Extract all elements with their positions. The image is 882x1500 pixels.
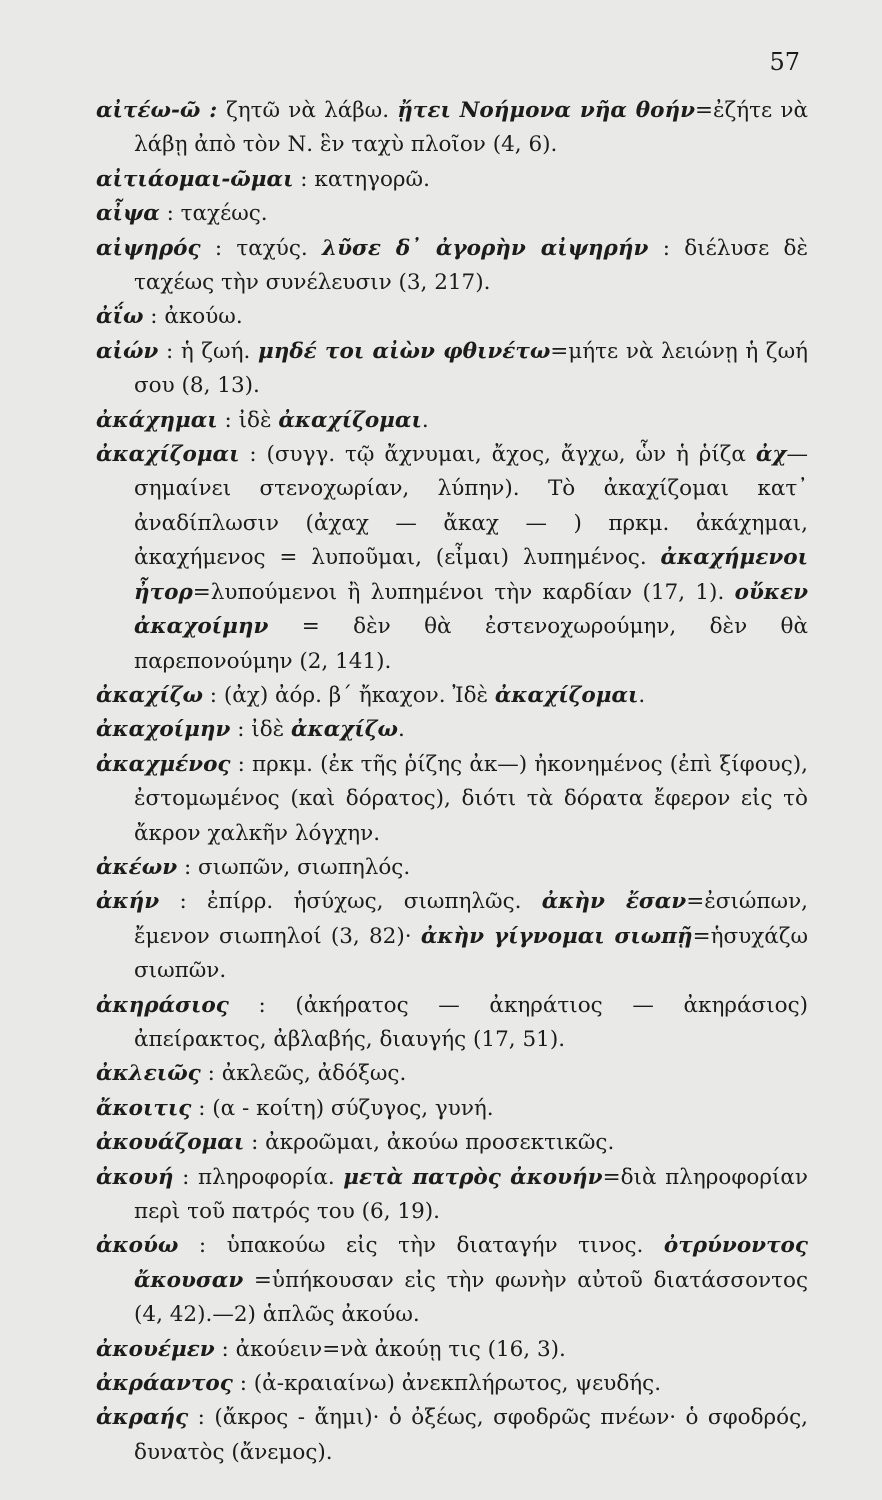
quotation: ἀχ [755, 442, 787, 468]
headword: ἀκουή [96, 1164, 174, 1190]
dictionary-entry [96, 197, 808, 231]
quotation: οὔκεν ἀκαχοίμην [134, 579, 808, 640]
quotation: ἀκὴν γίγνομαι σιωπῇ [420, 923, 693, 949]
definition-text: . [398, 717, 405, 743]
dictionary-entry [96, 679, 808, 713]
definition-text: : (ἀκήρατος — ἀκηράτιος — ἀκηράσιος) ἀπείρακτος, ἀβλαβής, διαυγής (17, 51). [134, 992, 808, 1052]
definition-text: : (ἀχ) ἀόρ. β´ ἤκαχον. Ἰδὲ [202, 682, 495, 708]
definition-text: : ἡ ζωή. [158, 338, 258, 364]
definition-text: =λυπούμενοι ἢ λυπημένοι τὴν καρδίαν (17, 1). [192, 579, 735, 605]
dictionary-entry [96, 1057, 808, 1091]
definition-text: : (α - κοίτη) σύζυγος, γυνή. [191, 1095, 494, 1121]
headword: ἀκαχμένος [96, 751, 231, 777]
definition-text: : ἀκλεῶς, ἀδόξως. [200, 1061, 407, 1087]
headword: ἀκουέμεν [96, 1336, 215, 1362]
definition-text: =ἐσιώπων, ἔμενον σιωπηλοί (3, 82)· [134, 889, 808, 949]
quotation: λῦσε δ᾽ ἀγορὴν αἰψηρήν [322, 235, 649, 261]
dictionary-entry [96, 1126, 808, 1160]
headword: αἰψηρός [96, 235, 201, 261]
dictionary-entry [96, 300, 808, 334]
definition-text: : ἀκροῶμαι, ἀκούω προσεκτικῶς. [244, 1130, 615, 1156]
dictionary-entry [96, 1367, 808, 1401]
quotation: ᾔτει Νοήμονα νῆα θοήν [397, 98, 696, 123]
definition-text: — σημαίνει στενοχωρίαν, λύπην). Τὸ ἀκαχίζομαι κατ᾽ ἀναδίπλωσιν (ἀχαχ — ἄκαχ — ) πρκμ. ἀκάχημαι, ἀκαχήμενος = λυποῦμαι, (εἶμαι) λυπημένος. [134, 442, 808, 571]
headword: ἀκήν [96, 889, 160, 915]
headword: ἀκράαντος [96, 1371, 233, 1397]
definition-text: : πρκμ. (ἐκ τῆς ῥίζης ἀκ—) ἠκονημένος (ἐπὶ ξίφους), ἐστομωμένος (καὶ δόρατος), διότι τὰ δόρατα ἔφερον εἰς τὸ ἄκρον χαλκῆν λόγχην. [134, 751, 808, 846]
headword: ἀκηράσιος [96, 992, 229, 1018]
definition-text: : ἰδὲ [217, 407, 279, 433]
dictionary-entry [96, 404, 808, 438]
dictionary-entry [96, 438, 808, 679]
headword: ἀκέων [96, 854, 178, 880]
page-number: 57 [769, 48, 800, 76]
headword: αἰτιάομαι-ῶμαι [96, 166, 294, 192]
headword: ἀκαχοίμην [96, 717, 231, 743]
dictionary-entry [96, 94, 808, 163]
headword: ἀκουάζομαι [96, 1130, 245, 1156]
dictionary-entry [96, 163, 808, 197]
dictionary-entry [96, 232, 808, 301]
quotation: ἀκαχίζω [291, 717, 399, 743]
dictionary-entry [96, 335, 808, 404]
definition-text: : (ἄκρος - ἄημι)· ὁ ὀξέως, σφοδρῶς πνέων· ὁ σφοδρός, δυνατὸς (ἄνεμος). [134, 1405, 808, 1465]
dictionary-entry [96, 989, 808, 1058]
headword: ἀκαχίζομαι [96, 442, 240, 468]
definition-text: : διέλυσε δὲ ταχέως τὴν συνέλευσιν (3, 217). [134, 235, 808, 296]
definition-text: : σιωπῶν, σιωπηλός. [177, 854, 411, 880]
dictionary-entry [96, 1333, 808, 1367]
quotation: μηδέ τοι αἰὼν φθινέτω [257, 338, 551, 364]
definition-text: ζητῶ νὰ λάβω. [226, 98, 398, 123]
headword: ἀκάχημαι [96, 407, 218, 433]
quotation: μετὰ πατρὸς ἀκουήν [343, 1164, 603, 1190]
definition-text: : ἰδὲ [230, 717, 292, 743]
dictionary-entry [96, 1161, 808, 1230]
quotation: ἀκαχίζομαι [278, 407, 422, 433]
definition-text: =ἡσυχάζω σιωπῶν. [134, 923, 808, 984]
dictionary-entry [96, 885, 808, 988]
dictionary-entry [96, 748, 808, 851]
definition-text: : ταχέως. [159, 201, 268, 227]
headword: ἀκούω [96, 1233, 179, 1259]
dictionary-entry [96, 1092, 808, 1126]
headword: ἀκλειῶς [96, 1061, 201, 1087]
definition-text: : ἐπίρρ. ἡσύχως, σιωπηλῶς. [159, 889, 542, 915]
definition-text: : (ἀ-κραιαίνω) ἀνεκπλήρωτος, ψευδής. [232, 1371, 662, 1397]
dictionary-entry [96, 1229, 808, 1332]
definition-text: =μήτε νὰ λειώνῃ ἡ ζωή σου (8, 13). [134, 338, 808, 399]
headword: ἀκραής [96, 1405, 189, 1431]
quotation: ἀκὴν ἔσαν [541, 889, 687, 915]
definition-text: = δὲν θὰ ἐστενοχωρούμην, δὲν θὰ παρεπονούμην (2, 141). [134, 614, 808, 674]
quotation: ἀκαχίζομαι [494, 682, 639, 708]
headword: αἶψα [96, 201, 160, 227]
headword: ἀΐω [96, 304, 144, 330]
headword: αἰτέω-ῶ : [96, 98, 227, 123]
definition-text: . [638, 682, 646, 708]
definition-text: : ταχύς. [200, 235, 323, 261]
quotation: ὀτρύνοντος ἄκουσαν [134, 1233, 808, 1293]
definition-text: : ἀκούειν=νὰ ἀκούῃ τις (16, 3). [214, 1336, 566, 1362]
definition-text: : ὑπακούω εἰς τὴν διαταγήν τινος. [178, 1233, 664, 1259]
dictionary-entry [96, 713, 808, 747]
definition-text: =ὑπήκουσαν εἰς τὴν φωνὴν αὐτοῦ διατάσσοντος (4, 42).—2) ἁπλῶς ἀκούω. [134, 1267, 808, 1328]
definition-text: =ἐζήτε νὰ λάβῃ ἀπὸ τὸν Ν. ἓν ταχὺ πλοῖον (4, 6). [134, 98, 808, 158]
definition-text: =διὰ πληροφορίαν περὶ τοῦ πατρός του (6, 19). [134, 1164, 808, 1224]
entry-list [96, 94, 808, 1470]
dictionary-entry [96, 851, 808, 885]
definition-text: : πληροφορία. [173, 1164, 344, 1190]
definition-text: : (συγγ. τῷ ἄχνυμαι, ἄχος, ἄγχω, ὧν ἡ ῥίζα [239, 442, 756, 468]
dictionary-entry [96, 1401, 808, 1470]
definition-text: : κατηγορῶ. [293, 166, 430, 192]
headword: ἄκοιτις [96, 1095, 192, 1121]
definition-text: : ἀκούω. [143, 304, 243, 330]
definition-text: . [421, 407, 429, 433]
headword: αἰών [96, 338, 159, 364]
quotation: ἀκαχήμενοι ἦτορ [134, 545, 808, 605]
headword: ἀκαχίζω [96, 682, 203, 708]
